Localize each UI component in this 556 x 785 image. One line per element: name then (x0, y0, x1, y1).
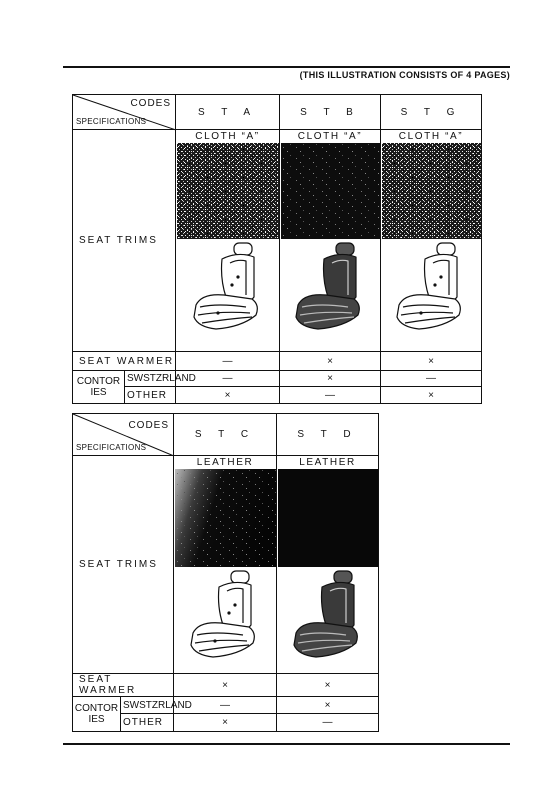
spec-table-2 (72, 413, 379, 732)
seat-trims-label: SEAT TRIMS (73, 456, 174, 674)
seat-warmer-label: SEAT WARMER (73, 674, 174, 697)
trim-sta (176, 130, 280, 352)
other-std: — (277, 714, 379, 732)
page-note: (THIS ILLUSTRATION CONSISTS OF 4 PAGES) (299, 70, 510, 80)
seat-warmer-stb: × (280, 352, 381, 371)
switzerland-stg: — (381, 371, 482, 387)
countries-label: CONTOR IES (73, 371, 125, 404)
seat-illustration (290, 239, 370, 335)
codes-label: CODES (128, 420, 169, 431)
switzerland-label: SWSTZRLAND (125, 371, 176, 387)
spec-table-1 (72, 94, 482, 404)
other-label: OTHER (121, 714, 174, 732)
code-stc: S T C (174, 414, 277, 456)
fabric-name: CLOTH “A” (398, 131, 464, 142)
switzerland-std: × (277, 697, 379, 714)
trim-stg (381, 130, 482, 352)
fabric-swatch-image (177, 143, 279, 239)
seat-warmer-stc: × (174, 674, 277, 697)
other-stg: × (381, 387, 482, 404)
fabric-swatch-image (382, 143, 481, 239)
trim-stb (280, 130, 381, 352)
code-stb: S T B (280, 95, 381, 130)
specifications-label: SPECIFICATIONS (76, 443, 147, 452)
code-sta: S T A (176, 95, 280, 130)
codes-spec-header (73, 95, 176, 130)
seat-warmer-stg: × (381, 352, 482, 371)
seat-illustration (288, 567, 368, 663)
switzerland-sta: — (176, 371, 280, 387)
trim-stc (174, 456, 277, 674)
other-stc: × (174, 714, 277, 732)
fabric-swatch-image (281, 143, 380, 239)
code-stg: S T G (381, 95, 482, 130)
seat-warmer-std: × (277, 674, 379, 697)
codes-spec-header (73, 414, 174, 456)
seat-illustration (188, 239, 268, 335)
switzerland-label: SWSTZRLAND (121, 697, 174, 714)
switzerland-stc: — (174, 697, 277, 714)
other-label: OTHER (125, 387, 176, 404)
leather-swatch-image (175, 469, 276, 567)
codes-label: CODES (130, 98, 171, 109)
other-sta: × (176, 387, 280, 404)
bottom-rule (63, 743, 510, 745)
switzerland-stb: × (280, 371, 381, 387)
leather-swatch-image (278, 469, 378, 567)
seat-warmer-label: SEAT WARMER (73, 352, 176, 371)
other-stb: — (280, 387, 381, 404)
fabric-name: CLOTH “A” (297, 131, 363, 142)
fabric-name: CLOTH “A” (195, 131, 260, 142)
code-std: S T D (277, 414, 379, 456)
fabric-name: LEATHER (299, 457, 356, 468)
seat-warmer-sta: — (176, 352, 280, 371)
specifications-label: SPECIFICATIONS (76, 117, 147, 126)
seat-illustration (185, 567, 265, 663)
seat-trims-label: SEAT TRIMS (73, 130, 176, 352)
top-rule (63, 66, 510, 68)
countries-label: CONTOR IES (73, 697, 121, 732)
fabric-name: LEATHER (196, 457, 254, 468)
seat-illustration (391, 239, 471, 335)
trim-std (277, 456, 379, 674)
